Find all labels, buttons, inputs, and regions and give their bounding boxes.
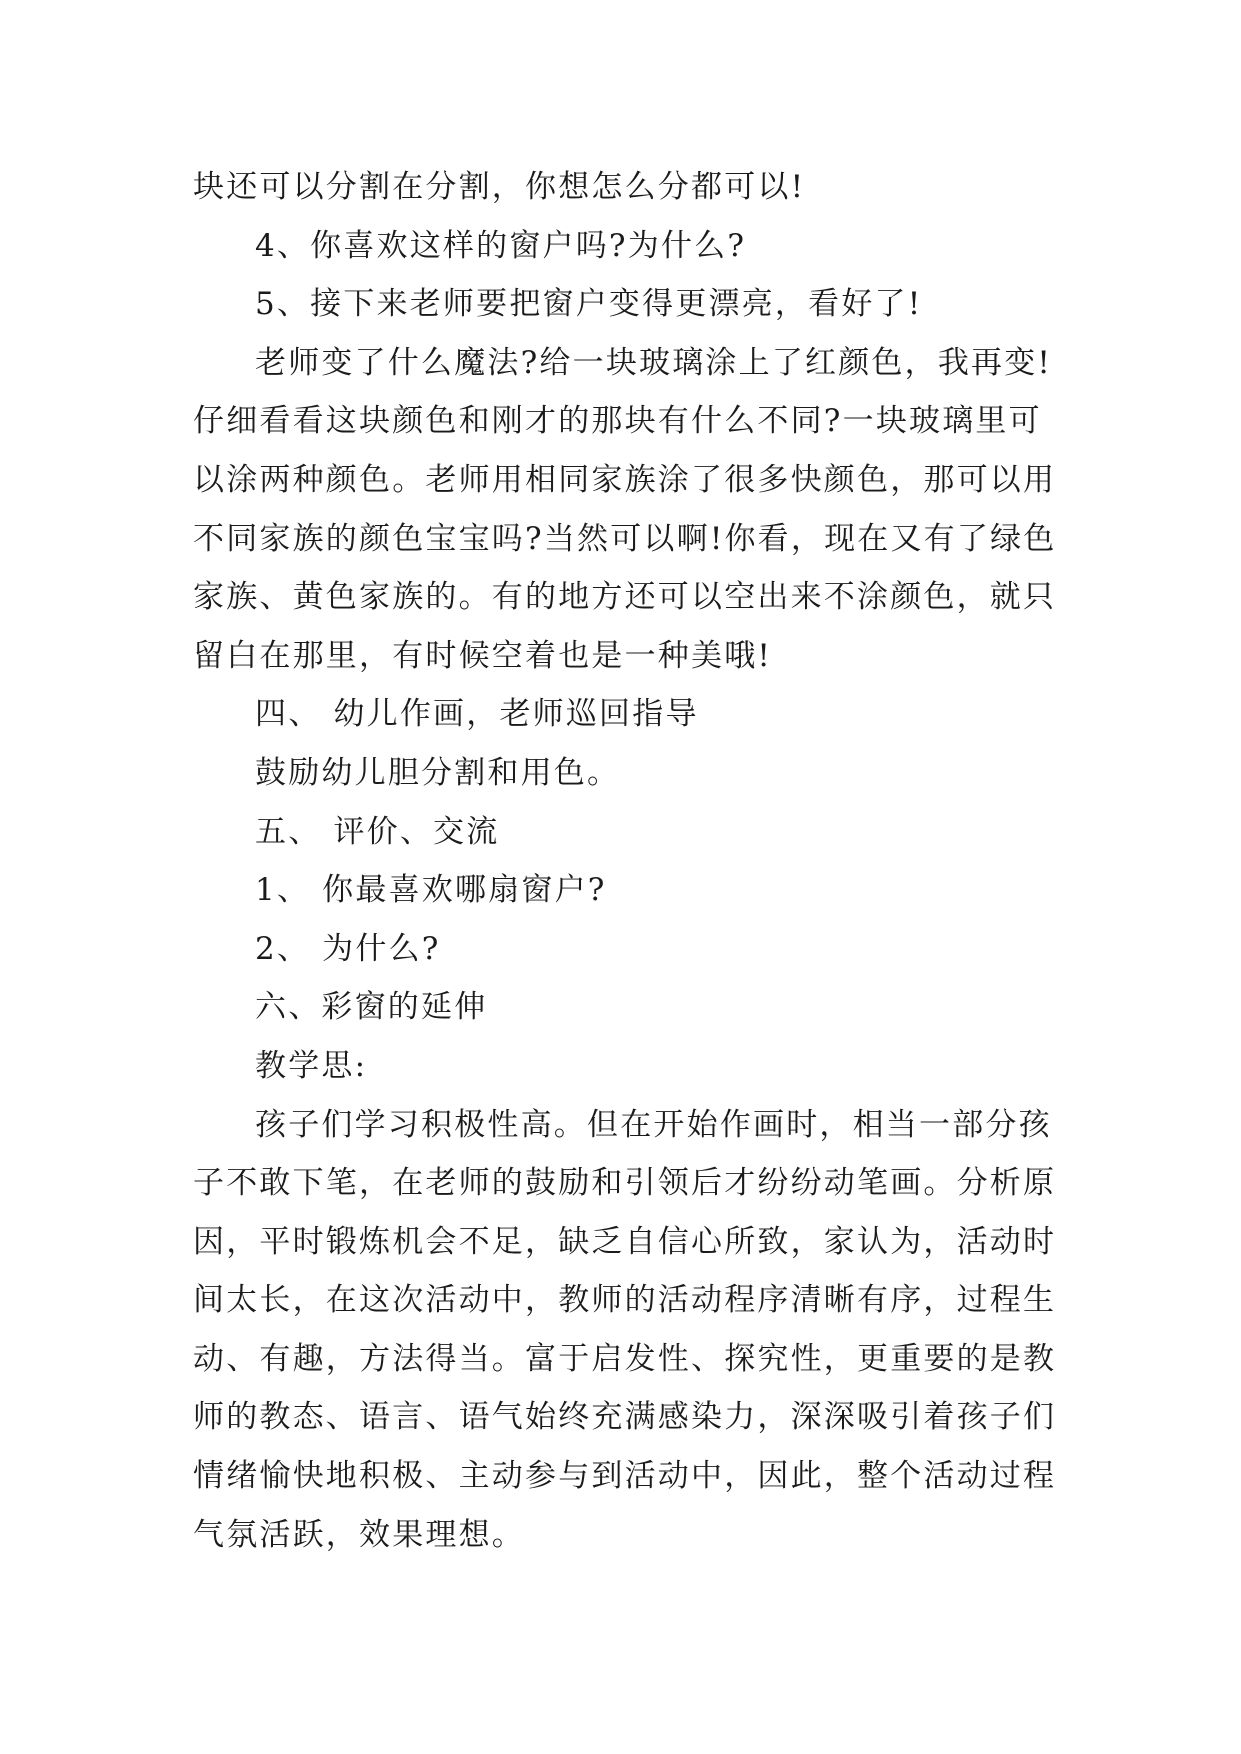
text-line-6: 以涂两种颜色。老师用相同家族涂了很多快颜色，那可以用 <box>193 461 1057 498</box>
text-line-11: 鼓励幼儿胆分割和用色。 <box>255 754 621 791</box>
text-line-9: 留白在那里，有时候空着也是一种美哦! <box>193 637 773 674</box>
text-line-20: 间太长，在这次活动中，教师的活动程序清晰有序，过程生 <box>193 1282 1057 1319</box>
document-body <box>193 158 1057 1564</box>
section-heading-4: 四、 幼儿作画，老师巡回指导 <box>255 696 699 733</box>
list-item-2: 2、 为什么? <box>255 930 441 967</box>
section-heading-6: 六、彩窗的延伸 <box>255 989 488 1026</box>
text-line-8: 家族、黄色家族的。有的地方还可以空出来不涂颜色，就只 <box>193 579 1057 616</box>
text-line-19: 因，平时锻炼机会不足，缺乏自信心所致，家认为，活动时 <box>193 1223 1057 1260</box>
text-line-18: 子不敢下笔，在老师的鼓励和引领后才纷纷动笔画。分析原 <box>193 1165 1057 1202</box>
text-line-1: 块还可以分割在分割，你想怎么分都可以! <box>193 169 806 205</box>
text-line-2: 4、你喜欢这样的窗户吗?为什么? <box>255 227 747 264</box>
text-line-23: 情绪愉快地积极、主动参与到活动中，因此，整个活动过程 <box>193 1458 1057 1495</box>
text-line-22: 师的教态、语言、语气始终充满感染力，深深吸引着孩子们 <box>193 1399 1057 1436</box>
list-item-1: 1、 你最喜欢哪扇窗户? <box>255 872 607 909</box>
text-line-7: 不同家族的颜色宝宝吗?当然可以啊!你看，现在又有了绿色 <box>193 520 1057 557</box>
reflection-heading: 教学思: <box>255 1047 368 1084</box>
text-line-17: 孩子们学习积极性高。但在开始作画时，相当一部分孩 <box>255 1106 1052 1143</box>
text-line-5: 仔细看看这块颜色和刚才的那块有什么不同?一块玻璃里可 <box>193 403 1042 440</box>
text-line-21: 动、有趣，方法得当。富于启发性、探究性，更重要的是教 <box>193 1340 1057 1377</box>
section-heading-5: 五、 评价、交流 <box>255 813 500 850</box>
text-line-24: 气氛活跃，效果理想。 <box>193 1516 525 1553</box>
text-line-4: 老师变了什么魔法?给一块玻璃涂上了红颜色，我再变! <box>255 344 1053 381</box>
text-line-3: 5、接下来老师要把窗户变得更漂亮，看好了! <box>255 286 923 323</box>
